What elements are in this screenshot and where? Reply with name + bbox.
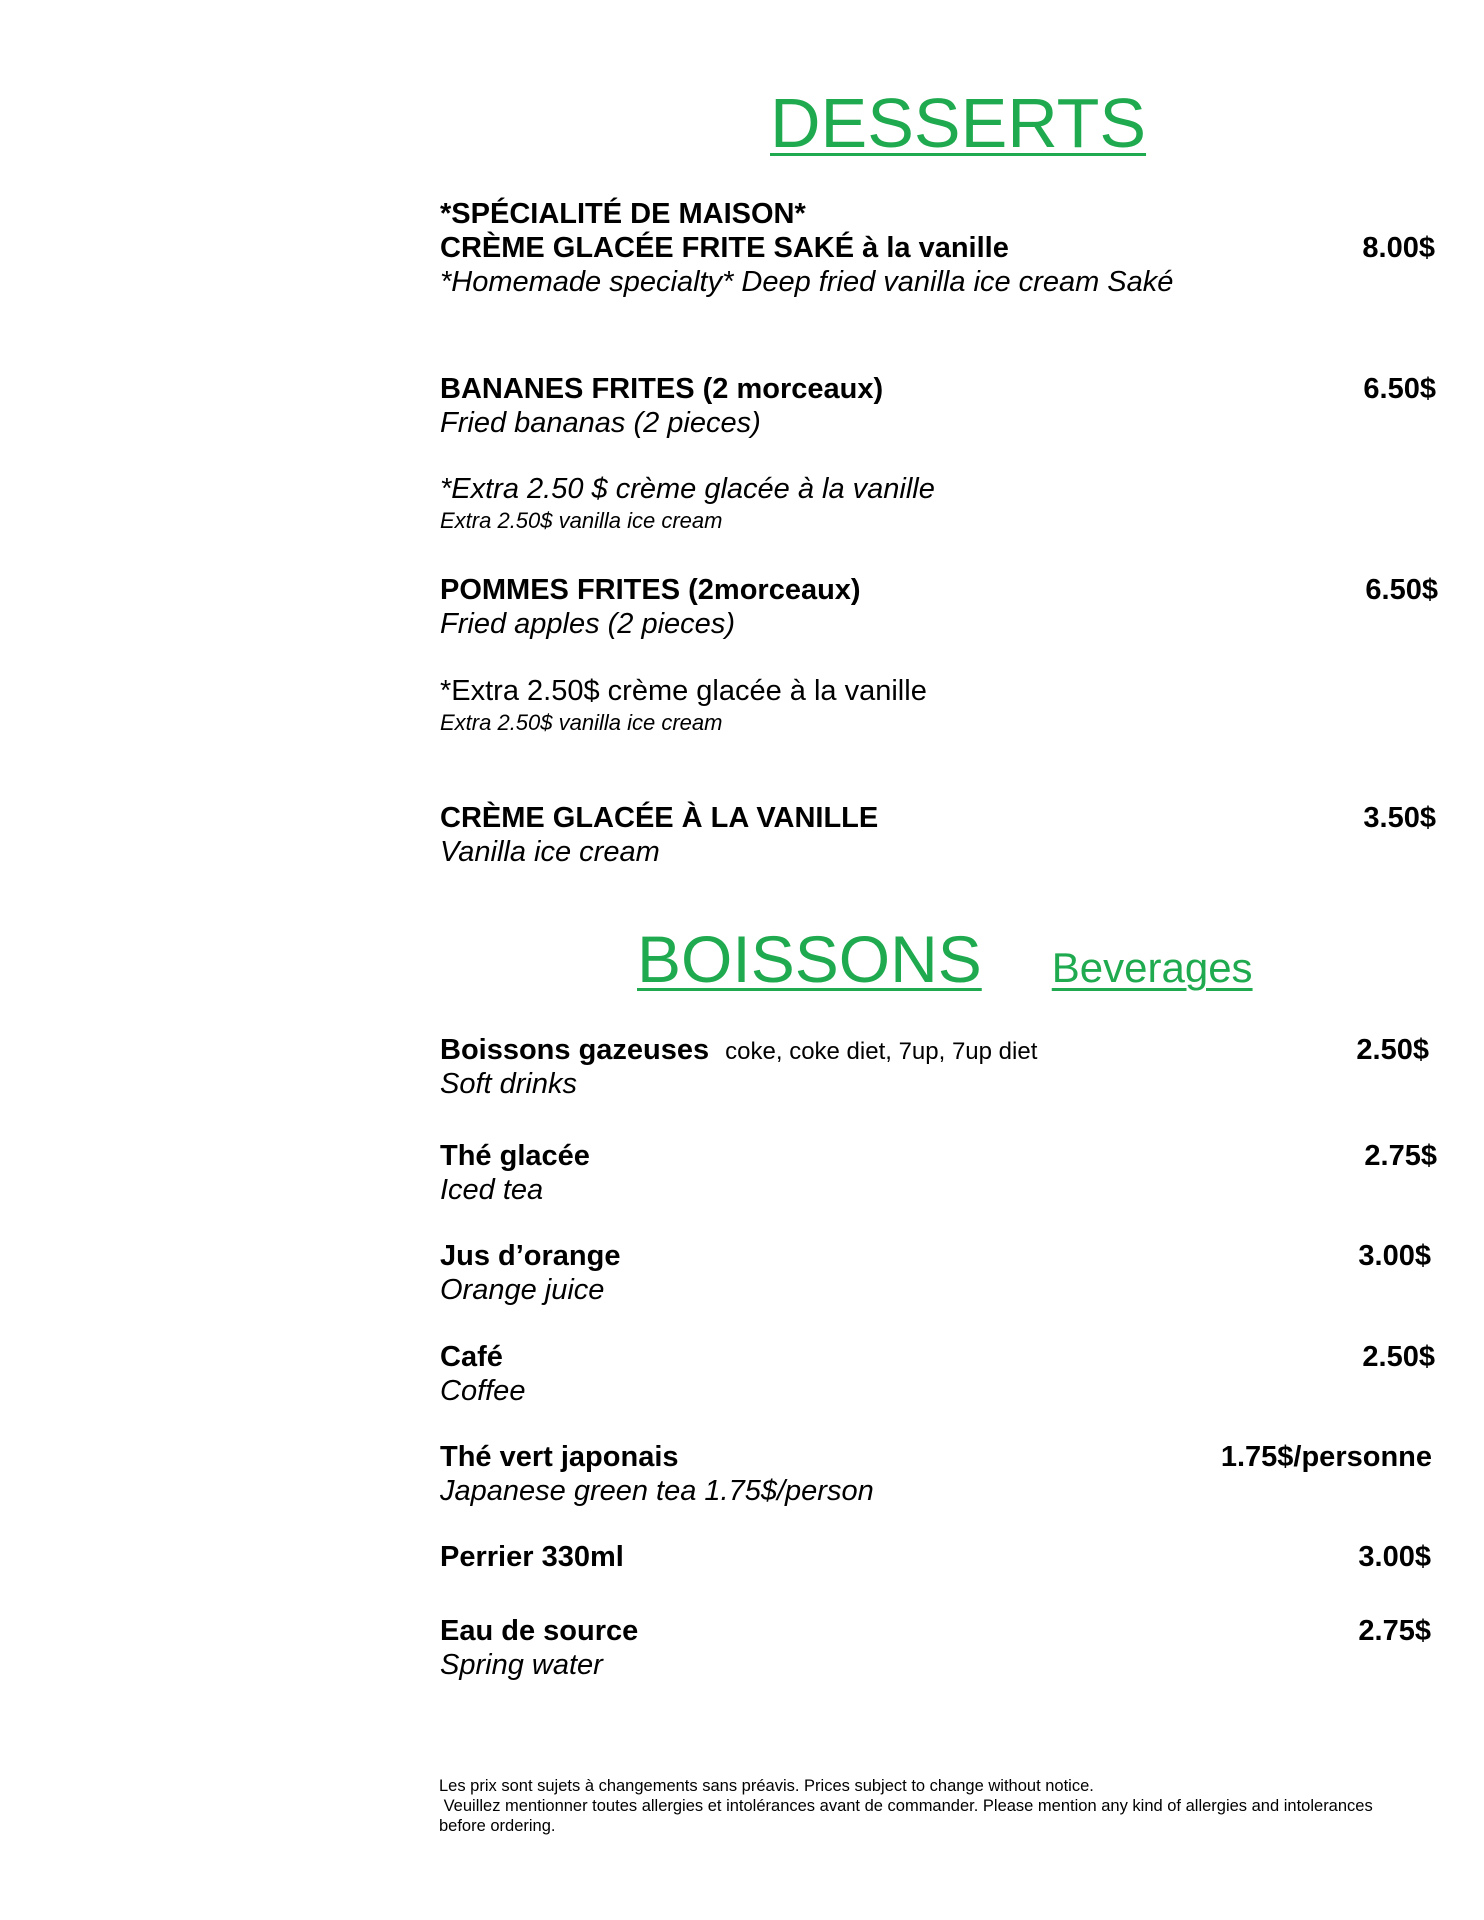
- dessert-extra-fr: *Extra 2.50$ crème glacée à la vanille: [440, 675, 927, 707]
- beverage-item-desc: Spring water: [440, 1649, 603, 1681]
- dessert-extra-fr: *Extra 2.50 $ crème glacée à la vanille: [440, 473, 935, 505]
- dessert-item-price: 6.50$: [1365, 574, 1438, 606]
- footer-note: [439, 1776, 1419, 1836]
- beverage-item-name: Jus d’orange: [440, 1240, 621, 1272]
- beverage-item-desc: Coffee: [440, 1375, 526, 1407]
- footer-line: Les prix sont sujets à changements sans préavis. Prices subject to change without notice.: [439, 1777, 1094, 1795]
- desserts-heading: DESSERTS: [770, 84, 1147, 162]
- beverage-item-desc: Japanese green tea 1.75$/person: [440, 1475, 874, 1507]
- beverage-item-price: 3.00$: [1358, 1541, 1431, 1573]
- footer-line: before ordering.: [439, 1817, 556, 1835]
- beverage-item-price: 3.00$: [1358, 1240, 1431, 1272]
- dessert-specialty-tag: *SPÉCIALITÉ DE MAISON*: [440, 198, 806, 230]
- beverage-item-desc: Iced tea: [440, 1174, 544, 1206]
- beverage-item-name: [440, 1034, 1037, 1067]
- dessert-extra-en: Extra 2.50$ vanilla ice cream: [440, 710, 723, 735]
- beverages-heading: [637, 922, 1253, 996]
- beverage-item-desc: Orange juice: [440, 1274, 605, 1306]
- dessert-extra-en: Extra 2.50$ vanilla ice cream: [440, 508, 723, 533]
- dessert-item-desc: Fried bananas (2 pieces): [440, 407, 761, 439]
- dessert-item-price: 3.50$: [1363, 802, 1436, 834]
- beverage-name: Boissons gazeuses: [440, 1034, 710, 1066]
- beverage-item-name: Perrier 330ml: [440, 1541, 624, 1573]
- dessert-item-price: 8.00$: [1362, 232, 1435, 264]
- dessert-item-desc: Fried apples (2 pieces): [440, 608, 735, 640]
- beverage-item-price: 2.50$: [1356, 1034, 1429, 1066]
- beverage-item-price: 2.75$: [1364, 1140, 1437, 1172]
- beverage-item-name: Café: [440, 1341, 503, 1373]
- beverage-item-name: Thé glacée: [440, 1140, 590, 1172]
- beverage-item-desc: Soft drinks: [440, 1068, 577, 1100]
- dessert-item-name: BANANES FRITES (2 morceaux): [440, 373, 884, 405]
- beverage-item-price: 2.75$: [1358, 1615, 1431, 1647]
- beverage-item-price: 1.75$/personne: [1220, 1441, 1432, 1473]
- beverages-title: BOISSONS: [637, 922, 982, 996]
- dessert-item-desc: *Homemade specialty* Deep fried vanilla ice cream Saké: [440, 266, 1174, 298]
- beverage-item-name: Eau de source: [440, 1615, 639, 1647]
- beverage-detail: coke, coke diet, 7up, 7up diet: [725, 1038, 1038, 1065]
- footer-line: Veuillez mentionner toutes allergies et intolérances avant de commander. Please mention any kind of allergies and intolerances: [439, 1797, 1373, 1815]
- dessert-item-price: 6.50$: [1363, 373, 1436, 405]
- dessert-item-name: POMMES FRITES (2morceaux): [440, 574, 861, 606]
- beverage-item-price: 2.50$: [1362, 1341, 1435, 1373]
- dessert-item-name: CRÈME GLACÉE À LA VANILLE: [440, 802, 879, 834]
- dessert-item-name: CRÈME GLACÉE FRITE SAKÉ à la vanille: [440, 232, 1009, 264]
- dessert-item-desc: Vanilla ice cream: [440, 836, 660, 868]
- beverages-subtitle: Beverages: [1051, 944, 1253, 991]
- beverage-item-name: Thé vert japonais: [440, 1441, 679, 1473]
